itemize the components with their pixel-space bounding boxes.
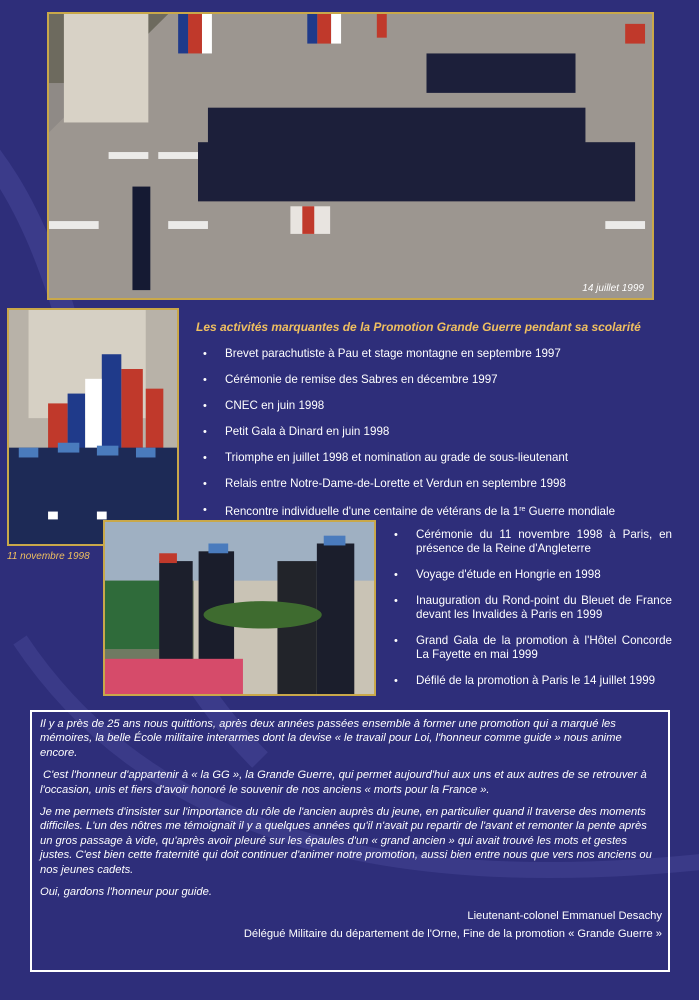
list-item: • Cérémonie de remise des Sabres en décembre 1997 — [201, 373, 696, 387]
activities-heading: Les activités marquantes de la Promotion Grande Guerre pendant sa scolarité — [196, 320, 641, 334]
letter-box — [30, 710, 670, 972]
flags-caption: 11 novembre 1998 — [7, 551, 90, 562]
parade-caption: 14 juillet 1999 — [582, 283, 644, 294]
list-item: • Inauguration du Rond-point du Bleuet de France devant les Invalides à Paris en 1999 — [392, 594, 672, 622]
letter-paragraph: Je me permets d'insister sur l'importance du rôle de l'ancien auprès du jeune, en particulier quand il traverse des moments difficiles. L'un des nôtres me témoignait il y a quelques années qu'il n'avait pu repartir de l'avant et remonter la pente après un gros passage à vide, qu'après avoir pleuré sur les épaules d'un « grand ancien » qui avait trouvé les mots et gestes justes. C'est bien cette fraternité qui doit continuer d'animer notre promotion, aussi bien entre nous que vers nos anciens ou nos jeunes cadets. — [40, 806, 652, 876]
list-item — [201, 503, 696, 519]
list-item-text: Rencontre individuelle d'une centaine de vétérans de la 1 — [225, 505, 520, 518]
list-item: • Triomphe en juillet 1998 et nomination au grade de sous-lieutenant — [201, 451, 696, 465]
signature-name: Lieutenant-colonel Emmanuel Desachy — [467, 910, 662, 923]
activities-list-continued — [392, 528, 672, 700]
flags-photo — [7, 308, 179, 546]
signature-role: Délégué Militaire du département de l'Orne, Fine de la promotion « Grande Guerre » — [243, 928, 662, 941]
letter-paragraph: C'est l'honneur d'appartenir à « la GG », la Grande Guerre, qui permet aujourd'hui aux uns et aux autres de se retrouver à l'occasion, unis et fiers d'avoir honoré le souvenir de nos anciens « morts pour la France ». — [40, 769, 647, 796]
signature — [40, 907, 662, 943]
list-item: • Petit Gala à Dinard en juin 1998 — [201, 425, 696, 439]
letter-paragraph: Oui, gardons l'honneur pour guide. — [40, 886, 212, 899]
list-item: • Cérémonie du 11 novembre 1998 à Paris, en présence de la Reine d'Angleterre — [392, 528, 672, 556]
list-item: • Relais entre Notre-Dame-de-Lorette et Verdun en septembre 1998 — [201, 477, 696, 491]
activities-list — [201, 347, 696, 531]
list-item: • CNEC en juin 1998 — [201, 399, 696, 413]
ordinal-superscript: re — [519, 506, 526, 513]
wreath-photo — [103, 520, 376, 696]
list-item: • Grand Gala de la promotion à l'Hôtel Concorde La Fayette en mai 1999 — [392, 634, 672, 662]
list-item: • Défilé de la promotion à Paris le 14 juillet 1999 — [392, 674, 672, 688]
parade-photo — [47, 12, 654, 300]
list-item: • Brevet parachutiste à Pau et stage montagne en septembre 1997 — [201, 347, 696, 361]
list-item-tail: Guerre mondiale — [525, 505, 616, 518]
list-item: • Voyage d'étude en Hongrie en 1998 — [392, 568, 672, 582]
letter-paragraph: Il y a près de 25 ans nous quittions, après deux années passées ensemble à former une promotion qui a marqué les mémoires, la belle École militaire interarmes dont la devise « le travail pour Loi, l'honneur comme guide » nous anime encore. — [40, 718, 622, 759]
